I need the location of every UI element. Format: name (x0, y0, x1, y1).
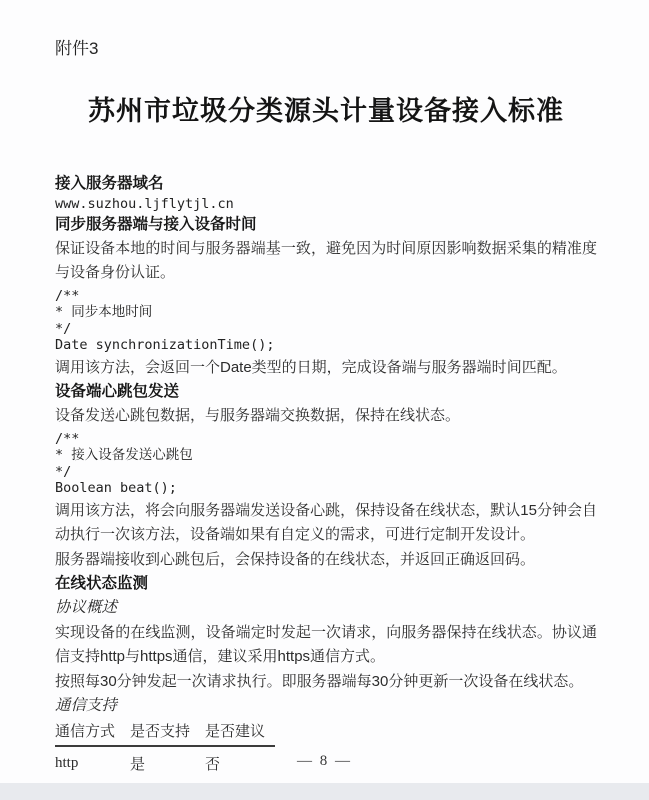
heartbeat-paragraph: 设备发送心跳包数据，与服务器端交换数据，保持在线状态。 (55, 407, 461, 424)
code-line: * 同步本地时间 (55, 304, 153, 320)
document-title: 苏州市垃圾分类源头计量设备接入标准 (88, 96, 564, 126)
code-line: Date synchronizationTime(); (55, 337, 275, 353)
section-heading-server-domain: 接入服务器域名 (55, 175, 164, 192)
server-domain-url: www.suzhou.ljflytjl.cn (55, 196, 234, 212)
table-header-comm-method: 通信方式 (55, 720, 125, 746)
table-header-supported: 是否支持 (125, 720, 200, 746)
subheading-comm-support: 通信支持 (55, 697, 118, 714)
code-line: /** (55, 287, 80, 304)
scan-edge-strip (0, 783, 649, 800)
attachment-label: 附件3 (55, 39, 99, 58)
table-cell-method: http (55, 754, 79, 771)
time-sync-code-block (55, 288, 597, 354)
table-cell-recommended: 否 (205, 755, 221, 773)
section-heading-heartbeat: 设备端心跳包发送 (55, 383, 180, 400)
code-line: Boolean beat(); (55, 480, 177, 496)
page-number: — 8 — (297, 753, 352, 769)
subheading-protocol-overview: 协议概述 (55, 599, 118, 616)
section-heading-time-sync: 同步服务器端与接入设备时间 (55, 215, 257, 233)
code-line: */ (55, 320, 72, 337)
heartbeat-code-block (55, 431, 597, 497)
time-sync-description: 调用该方法，会返回一个Date类型的日期，完成设备端与服务器端时间匹配。 (55, 358, 567, 376)
code-line: /** (55, 430, 80, 447)
table-header-recommended: 是否建议 (200, 720, 275, 746)
heartbeat-server-response: 服务器端接收到心跳包后，会保持设备的在线状态，并返回正确返回码。 (55, 550, 536, 568)
table-header-row (55, 720, 275, 746)
document-content (55, 38, 597, 774)
time-sync-paragraph: 保证设备本地的时间与服务器端基一致，避免因为时间原因影响数据采集的精准度与设备身份认证。 (55, 239, 597, 281)
online-status-paragraph-1: 实现设备的在线监测，设备端定时发起一次请求，向服务器保持在线状态。协议通信支持http与https通信，建议采用https通信方式。 (55, 623, 597, 665)
online-status-paragraph-2: 按照每30分钟发起一次请求执行。即服务器端每30分钟更新一次设备在线状态。 (55, 672, 584, 690)
table-cell-supported: 是 (130, 755, 146, 773)
heartbeat-description: 调用该方法，将会向服务器端发送设备心跳，保持设备在线状态，默认15分钟会自动执行一次该方法，设备端如果有自定义的需求，可进行定制开发设计。 (55, 501, 597, 543)
section-heading-online-status: 在线状态监测 (55, 575, 149, 592)
code-line: */ (55, 463, 72, 480)
code-line: * 接入设备发送心跳包 (55, 447, 193, 463)
